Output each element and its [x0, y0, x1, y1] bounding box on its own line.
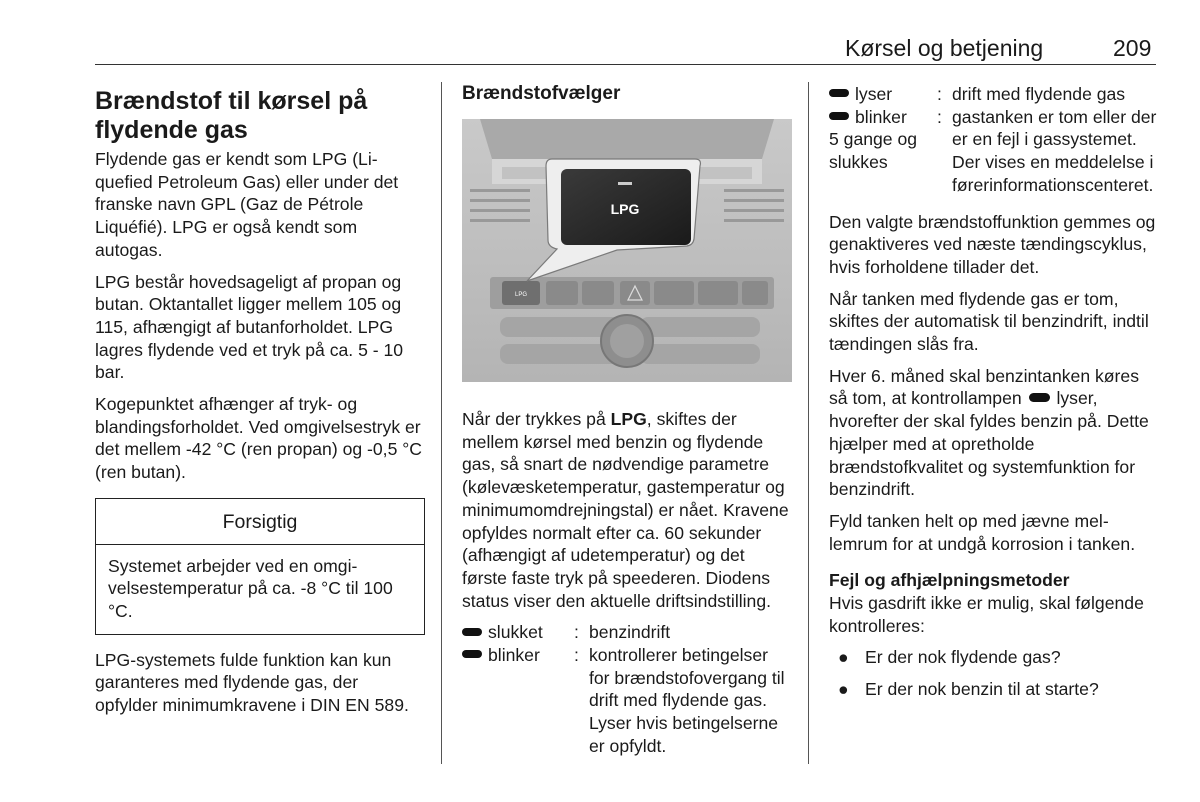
paragraph: Når tanken med flydende gas er tom, skiftes der automatisk til benzindrift, indtil tændingen slås fra.: [829, 288, 1149, 355]
status-led: [618, 182, 632, 185]
paragraph: Kogepunktet afhænger af tryk- og blandingsforholdet. Ved omgivelsestryk er det mellem -42 °C (ren propan) og -0,5 °C (ren butan).: [95, 394, 422, 483]
led-icon: [829, 112, 849, 120]
led-state-desc: benzindrift: [589, 622, 671, 643]
check-list: [829, 646, 1159, 700]
paragraph: Fyld tanken helt op med jævne mellemrum for at undgå korrosion i tanken.: [829, 510, 1136, 554]
caution-text: Systemet arbejder ved en omgivelsestemperatur på ca. -8 °C til 100 °C.: [108, 555, 393, 621]
led-icon: [829, 89, 849, 97]
led-state-desc: gastanken er tom eller der er en fejl i gassystemet. Der vises en meddelelse i førerinformationscenteret.: [952, 106, 1157, 195]
lpg-callout-label: LPG: [610, 201, 640, 217]
section-heading: Brændstof til kørsel på flydende gas: [95, 87, 368, 144]
led-state-desc: kontrollerer betingelser for brændstofovergang til drift med flydende gas. Lyser hvis betingelserne er opfyldt.: [589, 645, 785, 756]
list-item: ● Er der nok benzin til at starte?: [838, 679, 1099, 700]
subsection-heading: Brændstofvælger: [462, 83, 621, 104]
bullet-icon: ●: [838, 679, 849, 700]
led-state-desc: drift med flydende gas: [952, 84, 1126, 104]
led-state-blink-5: blinker 5 gange og slukkes: [829, 106, 918, 173]
led-status-table-continued: lyser : drift med flydende gas blinker 5 gange og slukkes : gastanken er tom eller der er en fejl i gassystemet. Der vises en meddelelse i førerinformationscenteret.: [829, 83, 1159, 197]
led-icon: [462, 628, 482, 636]
paragraph: Hver 6. måned skal benzintanken køres så tom, at kontrollampen lyser, hvorefter der skal fyldes benzin på. Dette hjælper med at opretholde brændstofkvalitet og systemfunktion for benzindrift.: [829, 365, 1149, 500]
lpg-button-label: LPG: [514, 292, 528, 298]
caution-box: [95, 498, 425, 635]
led-state-on: lyser: [829, 83, 937, 106]
column-3: [829, 83, 1159, 710]
column-divider-1: [441, 82, 442, 764]
fault-heading: Fejl og afhjælpningsmetoder: [829, 570, 1070, 591]
section-title-header: Kørsel og betjening: [845, 35, 1044, 61]
column-divider-2: [808, 82, 809, 764]
bullet-icon: ●: [838, 647, 849, 668]
paragraph: Hvis gasdrift ikke er mulig, skal følgende kontrolleres:: [829, 593, 1144, 636]
led-state-off: slukket: [462, 621, 574, 644]
warning-lamp-icon: [1029, 393, 1050, 402]
paragraph: LPG-systemets fulde funktion kan kun garanteres med flydende gas, der opfylder minimumkravene i DIN EN 589.: [95, 649, 409, 716]
fuel-selector-illustration: [462, 119, 792, 382]
paragraph: Når der trykkes på LPG, skiftes der mellem kørsel med benzin og flydende gas, så snart de nødvendige parametre (kølevæsketemperatur, gastemperatur og minimumomdrejningstal) er nået. Kravene opfyldes normalt efter ca. 60 sekunder (afhængigt af udetemperatur) og det første faste tryk på speederen. Diodens status viser den aktuelle driftsindstilling.: [462, 409, 789, 611]
page-number: 209: [1113, 35, 1152, 61]
led-state-blink: blinker: [462, 644, 574, 758]
caution-title: Forsigtig: [96, 499, 424, 545]
column-1: [95, 82, 425, 726]
column-2: [462, 82, 792, 767]
led-icon: [462, 650, 482, 658]
list-item: ● Er der nok flydende gas?: [838, 647, 1061, 668]
paragraph: LPG består hovedsageligt af propan og butan. Oktantallet ligger mellem 105 og 115, afhængigt af butanforholdet. LPG lagres flydende ved et tryk på ca. 5 - 10 bar.: [95, 271, 404, 383]
header-divider: [95, 64, 1156, 65]
paragraph: Flydende gas er kendt som LPG (Liquefied Petroleum Gas) eller under det franske navn GPL (Gaz de Pétrole Liquéfié). LPG er også kendt som autogas.: [95, 149, 399, 260]
led-status-table: slukket : benzindrift blinker : kontrollerer betingelser for brændstofovergang til drift med flydende gas. Lyser hvis betingelserne er opfyldt.: [462, 621, 792, 757]
paragraph: Den valgte brændstoffunktion gemmes og genaktiveres ved næste tændingscyklus, hvis forholdene tillader det.: [829, 211, 1156, 277]
